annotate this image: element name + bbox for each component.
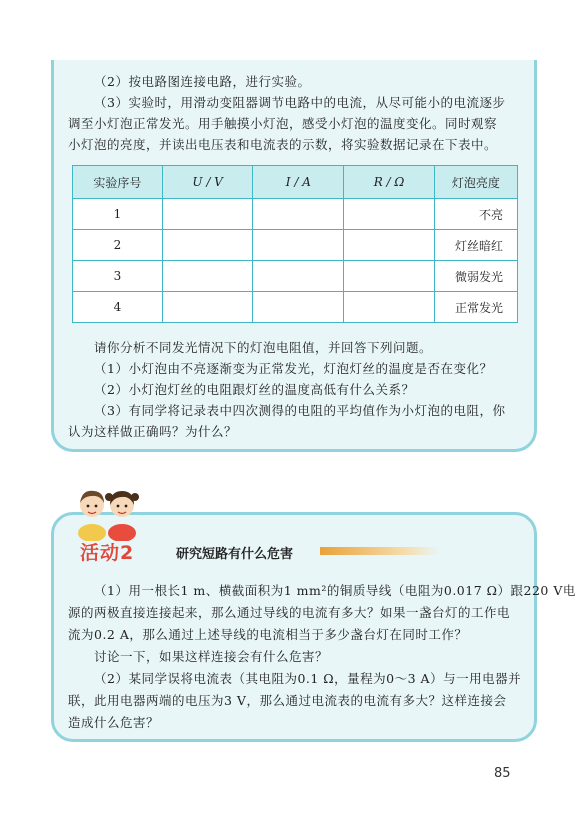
cell-r: [344, 199, 435, 230]
cell-i: [253, 261, 344, 292]
table-row: [73, 261, 518, 292]
cell-r: [344, 292, 435, 323]
activity-2-title: 研究短路有什么危害: [176, 547, 294, 562]
cell-u: [162, 199, 253, 230]
step-2-text: （2）按电路图连接电路，进行实验。: [94, 74, 311, 89]
row-no: 4: [73, 292, 163, 323]
cell-u: [162, 230, 253, 261]
cell-r: [344, 230, 435, 261]
question-3-line-1: （3）有同学将记录表中四次测得的电阻的平均值作为小灯泡的电阻，你: [94, 403, 506, 418]
header-i: I / A: [253, 166, 344, 199]
activity-2-discuss: 讨论一下，如果这样连接会有什么危害？: [94, 649, 329, 664]
row-brightness: 不亮: [434, 199, 517, 230]
analysis-intro: 请你分析不同发光情况下的灯泡电阻值，并回答下列问题。: [94, 340, 433, 355]
data-table: [72, 165, 518, 323]
header-r: R / Ω: [344, 166, 435, 199]
activity-2-p1-line-2: 源的两极直接连接起来，那么通过导线的电流有多大？如果一盏台灯的工作电: [68, 605, 511, 620]
activity-2-p2-line-1: （2）某同学误将电流表（其电阻为0.1 Ω，量程为0～3 A）与一用电器并: [94, 671, 522, 686]
table-row: [73, 199, 518, 230]
table-row: [73, 292, 518, 323]
step-3-line-3: 小灯泡的亮度，并读出电压表和电流表的示数，将实验数据记录在下表中。: [68, 137, 498, 152]
row-brightness: 正常发光: [434, 292, 517, 323]
activity-2-p1-line-3: 流为0.2 A，那么通过上述导线的电流相当于多少盏台灯在同时工作？: [68, 627, 468, 642]
table-row: [73, 230, 518, 261]
row-brightness: 灯丝暗红: [434, 230, 517, 261]
cell-u: [162, 261, 253, 292]
cell-r: [344, 261, 435, 292]
question-3-line-2: 认为这样做正确吗？为什么？: [68, 424, 238, 439]
cell-i: [253, 292, 344, 323]
table-header-row: [73, 166, 518, 199]
row-no: 2: [73, 230, 163, 261]
row-brightness: 微弱发光: [434, 261, 517, 292]
title-underline-bar: [320, 547, 440, 555]
page-number: 85: [494, 766, 511, 781]
step-3-line-1: （3）实验时，用滑动变阻器调节电路中的电流，从尽可能小的电流逐步: [94, 95, 506, 110]
activity-2-p2-line-2: 联，此用电器两端的电压为3 V，那么通过电流表的电流有多大？这样连接会: [68, 693, 507, 708]
activity-2-label: 活动2: [80, 542, 135, 564]
activity-2-p2-line-3: 造成什么危害？: [68, 715, 160, 730]
experiment-card: [51, 60, 537, 452]
mascot-kids-illustration: [72, 483, 142, 541]
activity-2-p1-line-1: （1）用一根长1 m、横截面积为1 mm²的铜质导线（电阻为0.017 Ω）跟220 V电: [94, 583, 576, 598]
header-brightness: 灯泡亮度: [434, 166, 517, 199]
step-3-line-2: 调至小灯泡正常发光。用手触摸小灯泡，感受小灯泡的温度变化。同时观察: [68, 116, 498, 131]
row-no: 3: [73, 261, 163, 292]
question-2: （2）小灯泡灯丝的电阻跟灯丝的温度高低有什么关系？: [94, 382, 415, 397]
cell-i: [253, 230, 344, 261]
header-no: 实验序号: [73, 166, 163, 199]
row-no: 1: [73, 199, 163, 230]
cell-i: [253, 199, 344, 230]
header-u: U / V: [162, 166, 253, 199]
question-1: （1）小灯泡由不亮逐渐变为正常发光，灯泡灯丝的温度是否在变化？: [94, 361, 493, 376]
cell-u: [162, 292, 253, 323]
